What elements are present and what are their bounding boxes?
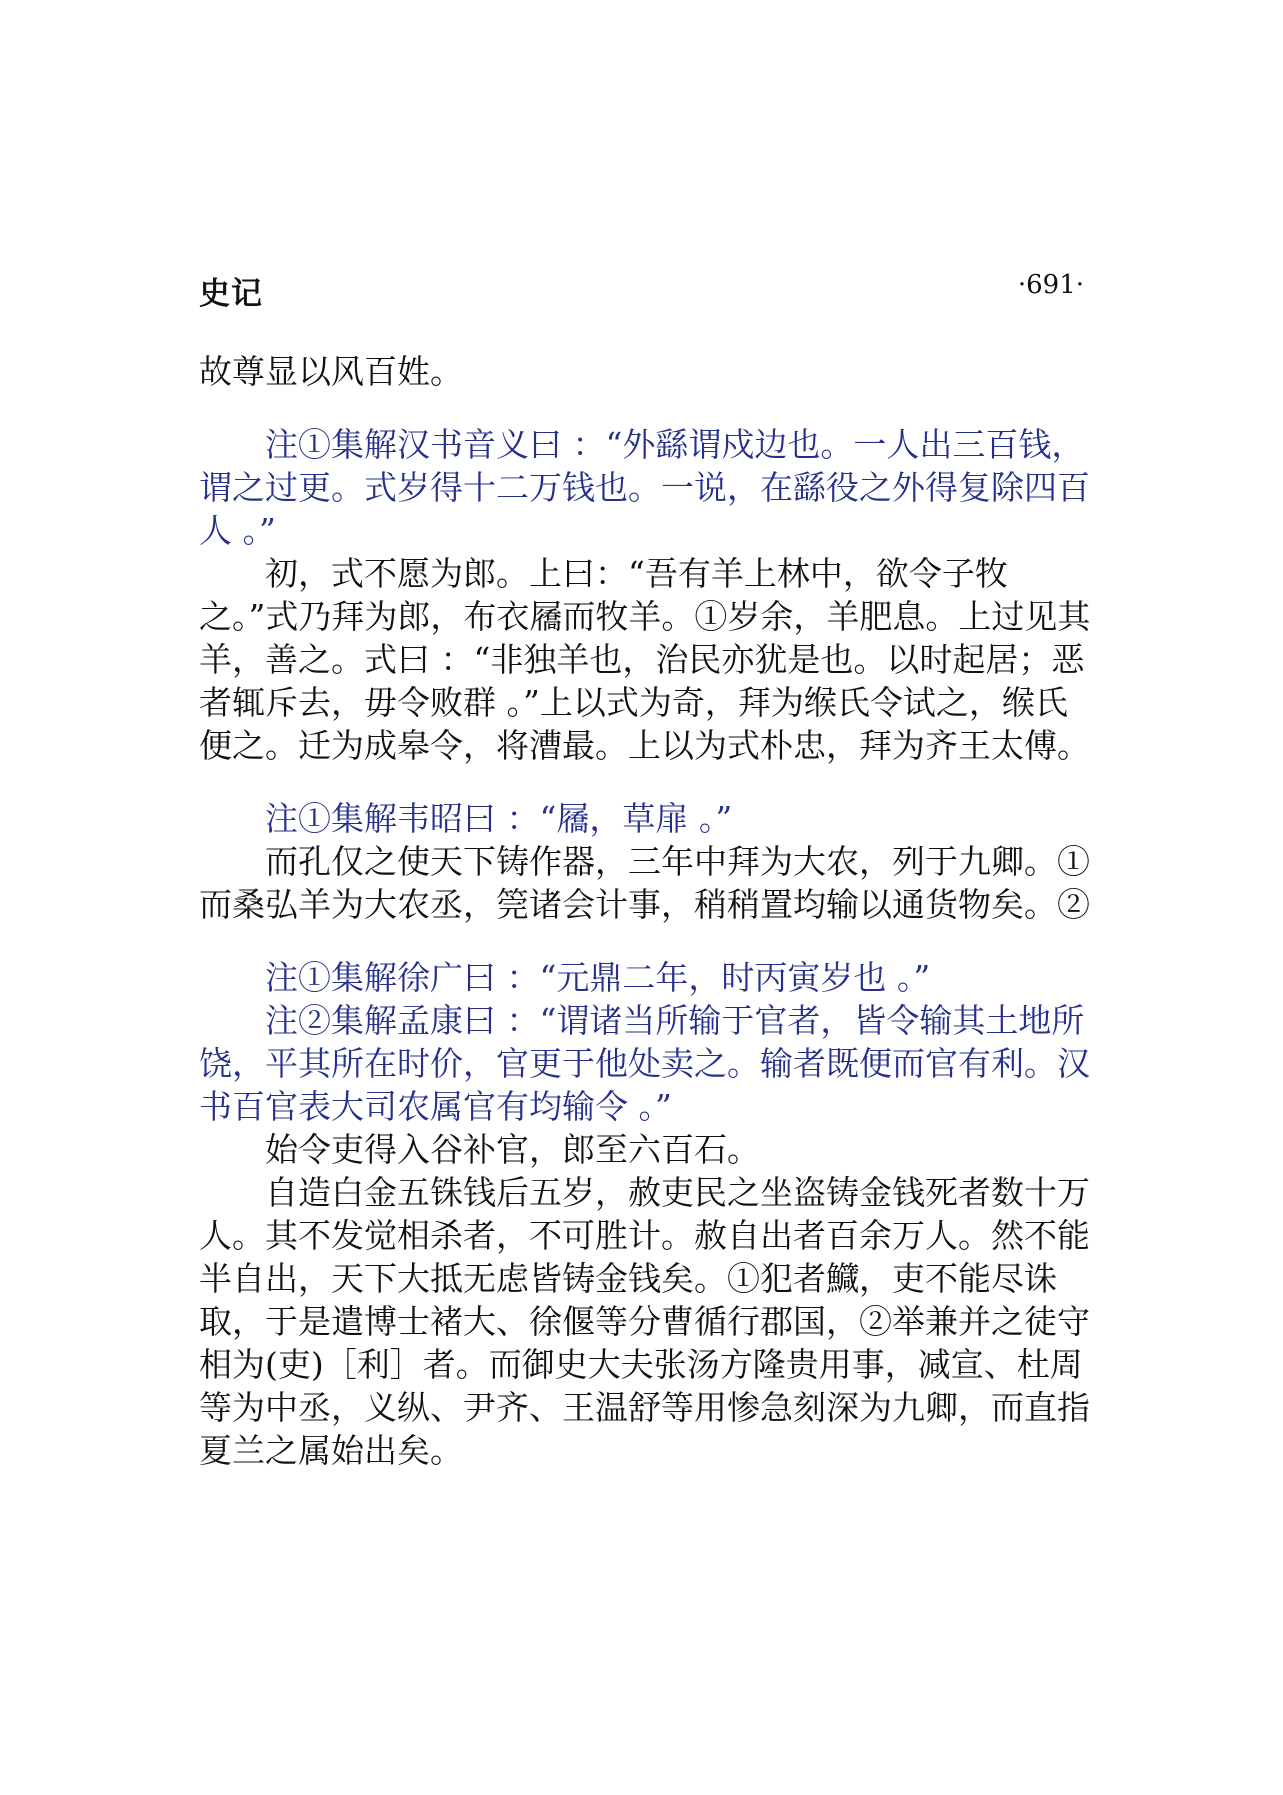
annotation-paragraph: 注①集解韦昭曰 ：“屩，草扉 。” (265, 799, 733, 838)
body-paragraph: 故尊显以风百姓。 (199, 352, 463, 391)
annotation-paragraph: 注②集解孟康曰 ：“谓诸当所输于官者，皆令输其土地所饶，平其所在时价，官更于他处卖之。输者既便而官有利。汉书百官表大司农属官有均输令 。” (199, 1001, 1090, 1126)
annotation-paragraph: 注①集解汉书音义曰 ：“外繇谓戍边也。一人出三百钱，谓之过更。式岁得十二万钱也。一说，在繇役之外得复除四百人 。” (199, 425, 1090, 550)
body-paragraph: 初，式不愿为郎。上曰：“吾有羊上林中，欲令子牧之。”式乃拜为郎，布衣屩而牧羊。①岁余，羊肥息。上过见其羊，善之。式曰 ：“非独羊也，治民亦犹是也。以时起居；恶者辄斥去，毋令败群 。”上以式为奇，拜为缑氏令试之，缑氏便之。迁为成皋令，将漕最。上以为式朴忠，拜为齐王太傅。 (199, 554, 1091, 765)
body-paragraph: 始令吏得入谷补官，郎至六百石。 (265, 1130, 760, 1169)
body-paragraph: 自造白金五铢钱后五岁，赦吏民之坐盗铸金钱死者数十万人。其不发觉相杀者，不可胜计。赦自出者百余万人。然不能半自出，天下大抵无虑皆铸金钱矣。①犯者鱵，吏不能尽诛取，于是遣博士褚大、徐偃等分曹循行郡国，②举兼并之徒守相为(吏)［利］者。而御史大夫张汤方隆贵用事，减宣、杜周等为中丞，义纵、尹齐、王温舒等用惨急刻深为九卿，而直指夏兰之属始出矣。 (199, 1173, 1090, 1470)
paragraph-gap (199, 926, 1099, 956)
page-number: ·691· (1017, 270, 1084, 300)
body-paragraph: 而孔仅之使天下铸作器，三年中拜为大农，列于九卿。①而桑弘羊为大农丞，筦诸会计事，稍稍置均输以通货物矣。② (199, 842, 1090, 924)
paragraph-gap (199, 767, 1099, 797)
page-header (199, 268, 1084, 312)
annotation-paragraph: 注①集解徐广曰 ：“元鼎二年，时丙寅岁也 。” (265, 958, 931, 997)
book-title: 史记 (199, 276, 263, 312)
page-body (199, 350, 1099, 1472)
paragraph-gap (199, 393, 1099, 423)
